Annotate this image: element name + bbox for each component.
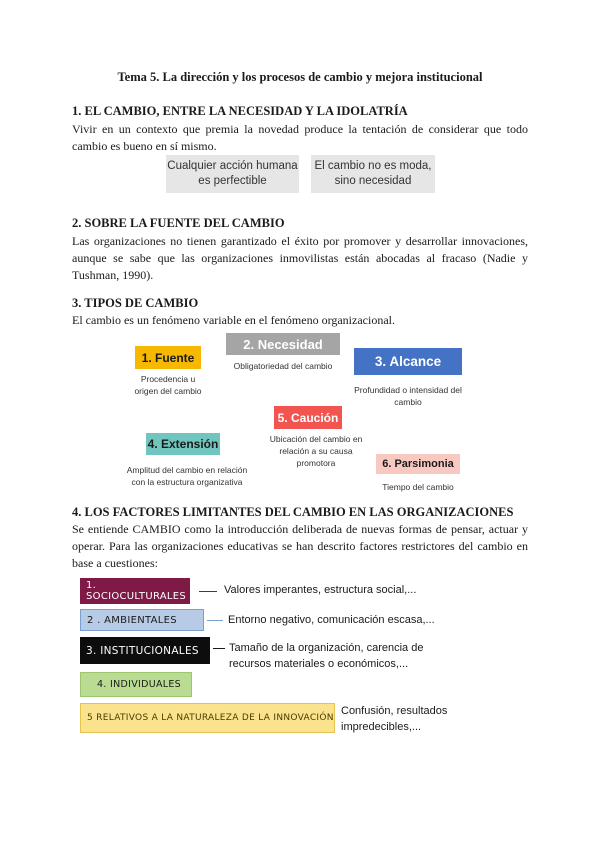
tipo-fuente-box: 1. Fuente (135, 346, 201, 369)
factor-innovacion-desc: Confusión, resultados impredecibles,... (341, 705, 448, 733)
factor-ambientales-connector (207, 620, 223, 621)
factor-socioculturales-desc: Valores imperantes, estructura social,... (224, 584, 417, 596)
factor-innovacion-box: 5 RELATIVOS A LA NATURALEZA DE LA INNOVACIÓN (80, 703, 335, 733)
factor-ambientales-box: 2 . AMBIENTALES (80, 609, 204, 631)
section-2-heading: 2. SOBRE LA FUENTE DEL CAMBIO (72, 216, 285, 230)
tipo-extension-desc: Amplitud del cambio en relación con la estructura organizativa (126, 465, 248, 487)
factor-institucionales-connector (213, 648, 225, 649)
tipo-parsimonia-box: 6. Parsimonia (376, 454, 460, 474)
section-4-heading: 4. LOS FACTORES LIMITANTES DEL CAMBIO EN LAS ORGANIZACIONES (72, 505, 514, 519)
tipo-parsimonia-desc: Tiempo del cambio (382, 482, 454, 492)
section-1-text: Vivir en un contexto que premia la novedad produce la tentación de considerar que todo cambio es bueno en sí mismo. (72, 122, 528, 153)
section-3-heading: 3. TIPOS DE CAMBIO (72, 296, 199, 310)
section-4-text: Se entiende CAMBIO como la introducción deliberada de nuevas formas de pensar, actuar y operar. Para las organizaciones educativas se han descrito factores restrictores del cambio en base a cuestiones: (72, 522, 528, 570)
tipo-caucion-desc: Ubicación del cambio en relación a su causa promotora (269, 434, 363, 468)
tipo-necesidad-box: 2. Necesidad (226, 333, 340, 355)
factor-socioculturales-box: 1. SOCIOCULTURALES (80, 578, 190, 604)
concept-box-perfectible: Cualquier acción humana es perfectible (166, 155, 299, 193)
section-1-heading: 1. EL CAMBIO, ENTRE LA NECESIDAD Y LA IDOLATRÍA (72, 104, 408, 118)
tipo-extension-box: 4. Extensión (146, 433, 220, 455)
factor-ambientales-desc: Entorno negativo, comunicación escasa,... (228, 614, 435, 626)
factor-institucionales-box: 3. INSTITUCIONALES (80, 637, 210, 664)
document-title: Tema 5. La dirección y los procesos de cambio y mejora institucional (117, 70, 483, 84)
tipo-alcance-desc: Profundidad o intensidad del cambio (354, 385, 462, 407)
section-2-text: Las organizaciones no tienen garantizado el éxito por promover y desarrollar innovaciones, aunque se sabe que las organizaciones inmovilistas están abocadas al fracaso (Nadie y Tushman, 1990). (72, 234, 528, 282)
factor-socioculturales-connector (199, 591, 217, 592)
tipo-fuente-desc: Procedencia u origen del cambio (134, 374, 202, 396)
concept-box-necesidad: El cambio no es moda, sino necesidad (311, 155, 435, 193)
factor-institucionales-desc: Tamaño de la organización, carencia de recursos materiales o económicos,... (229, 642, 424, 670)
tipo-alcance-box: 3. Alcance (354, 348, 462, 375)
tipo-caucion-box: 5. Caución (274, 406, 342, 429)
factor-individuales-box: 4. INDIVIDUALES (80, 672, 192, 697)
section-3-text: El cambio es un fenómeno variable en el fenómeno organizacional. (72, 313, 395, 327)
tipo-necesidad-desc: Obligatoriedad del cambio (233, 361, 333, 371)
